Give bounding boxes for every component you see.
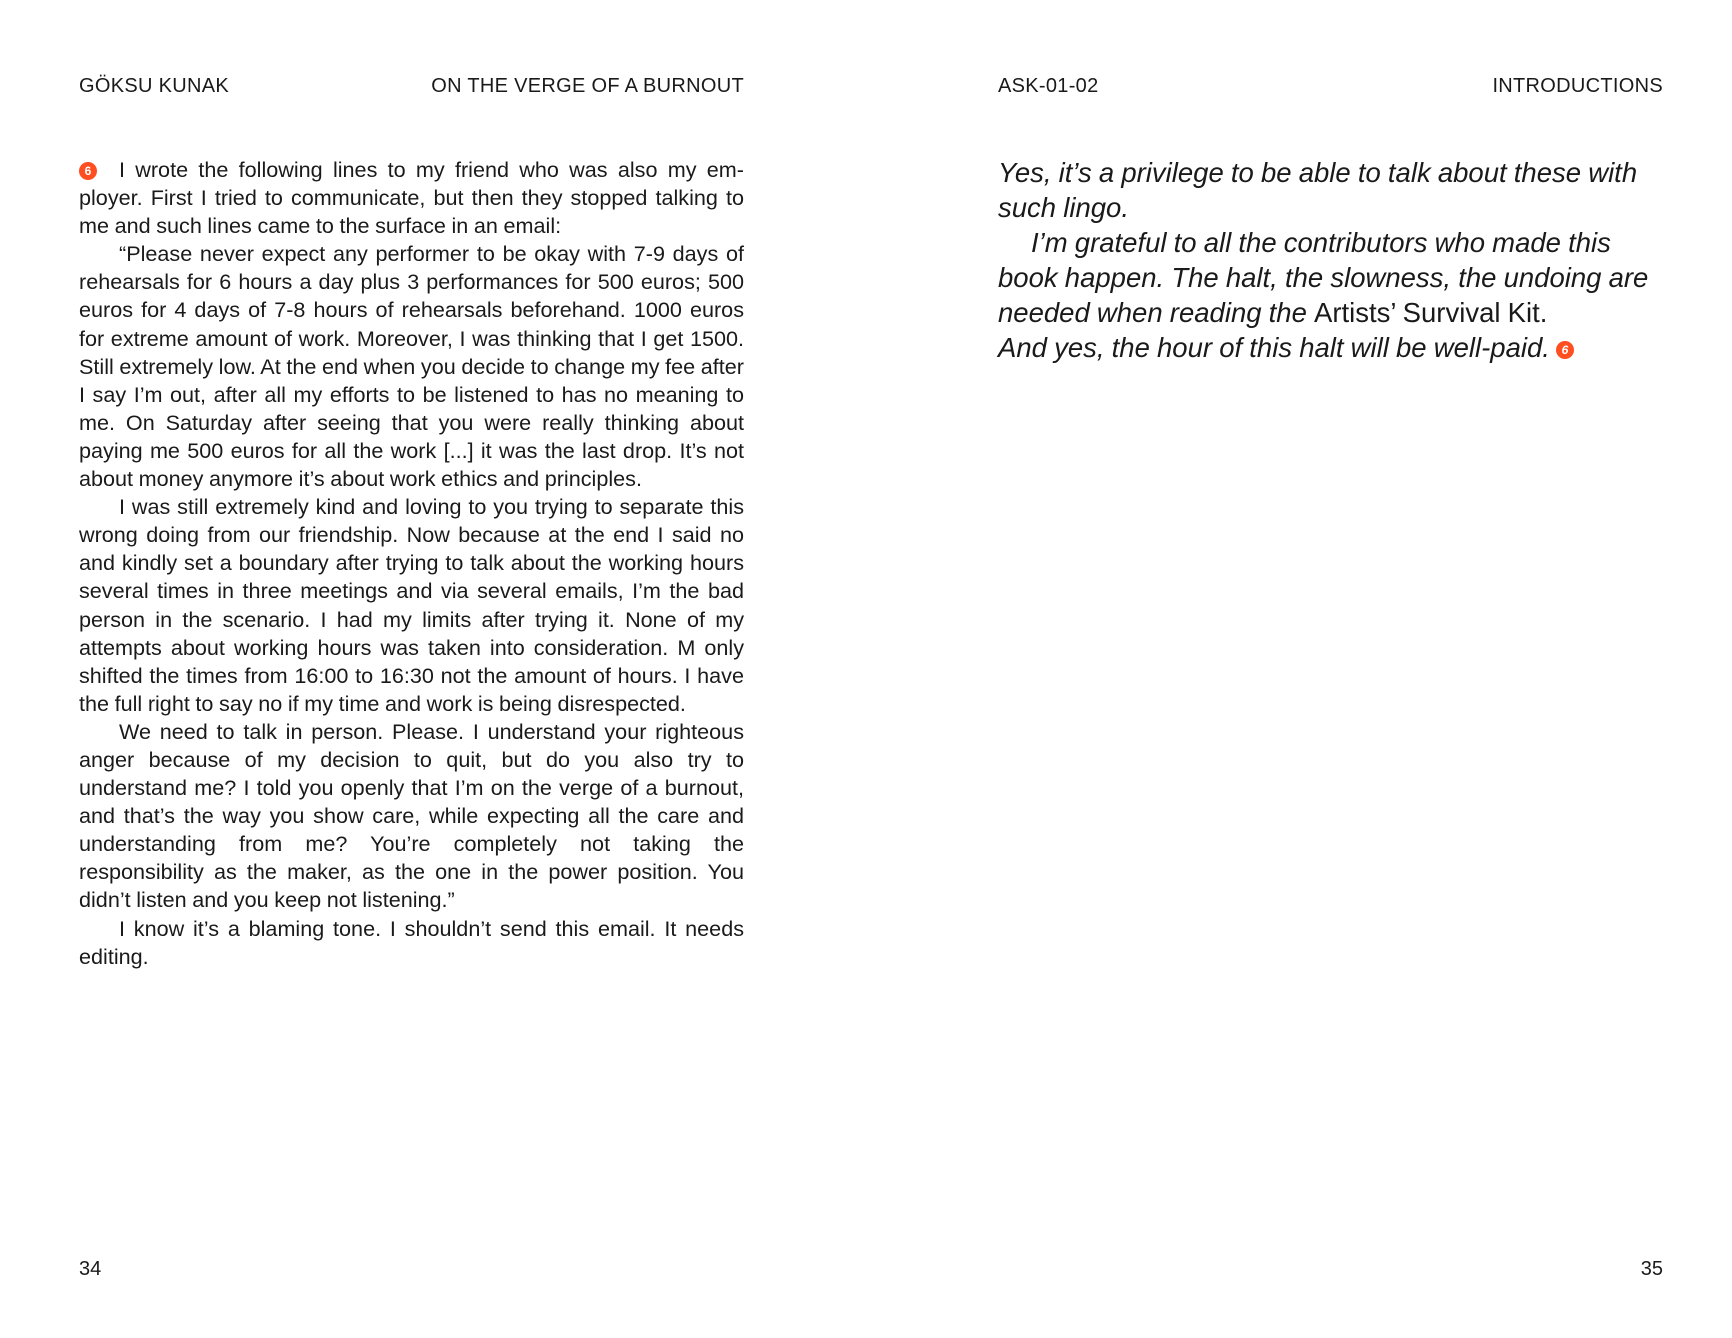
paragraph-2: “Please never expect any performer to be okay with 7-9 days of rehearsals for 6 hours a day plus 3 performances for 500 euros; 500 euros for 4 days of 7-8 hours of rehearsals beforehand. 1000 euros for extreme amount of work. Moreover, I was thinking that I get 1500. Still extremely low. At the end when you decide to change my fee after I say I’m out, after all my efforts to be listened to has no meaning to me. On Saturday after seeing that you were really thinking about paying me 500 euros for all the work [...] it was the last drop. It’s not about money anymore it’s about work ethics and principles. [79,241,744,492]
essay-body [79,156,744,971]
paragraph-4: We need to talk in person. Please. I understand your righteous anger because of my decision to quit, but do you also try to understand me? I told you openly that I’m on the verge of a burnout, and that’s the way you show care, while expecting all the care and understanding from me? You’re completely not taking the responsibility as the maker, as the one in the power position. You didn’t listen and you keep not listening.” [79,718,744,913]
footnote-marker-icon: 6 [1556,341,1574,359]
book-title: Artists’ Survival Kit. [1314,297,1548,328]
running-head-title: ON THE VERGE OF A BURNOUT [431,75,744,97]
footnote-marker-icon: 6 [79,162,97,180]
paragraph-3: I was still extremely kind and loving to you trying to separate this wrong doing from our friendship. Now because at the end I said no and kindly set a boundary after trying to talk about the working hours several times in three meetings and via several emails, I’m the bad person in the scenario. I had my limits after trying it. None of my attempts about working hours was taken into consideration. M only shifted the times from 16:00 to 16:30 not the amount of hours. I have the full right to say no if my time and work is being disrespected. [79,494,744,716]
page-number-right: 35 [1640,1258,1663,1280]
running-head-section: INTRODUCTIONS [1492,75,1663,97]
intro-line-3-text: And yes, the hour of this halt will be well-paid. [998,332,1550,363]
introduction-text [998,155,1668,365]
intro-line-2 [998,225,1668,330]
intro-line-3 [998,330,1668,365]
page-number-left: 34 [79,1258,102,1280]
paragraph-1 [79,156,744,240]
paragraph-1-text: I wrote the following lines to my friend who was also my employer. First I tried to communicate, but then they stopped talking to me and such lines came to the surface in an email: [79,157,744,239]
intro-line-2-text: I’m grateful to all the contributors who made this book happen. The halt, the slowness, the undoing are needed when reading the [998,227,1649,328]
running-head-code: ASK-01-02 [998,75,1099,97]
intro-line-1: Yes, it’s a privilege to be able to talk about these with such lingo. [998,157,1638,223]
running-head-author: GÖKSU KUNAK [79,75,229,97]
paragraph-5: I know it’s a blaming tone. I shouldn’t send this email. It needs editing. [79,915,744,969]
right-page [866,0,1732,1338]
